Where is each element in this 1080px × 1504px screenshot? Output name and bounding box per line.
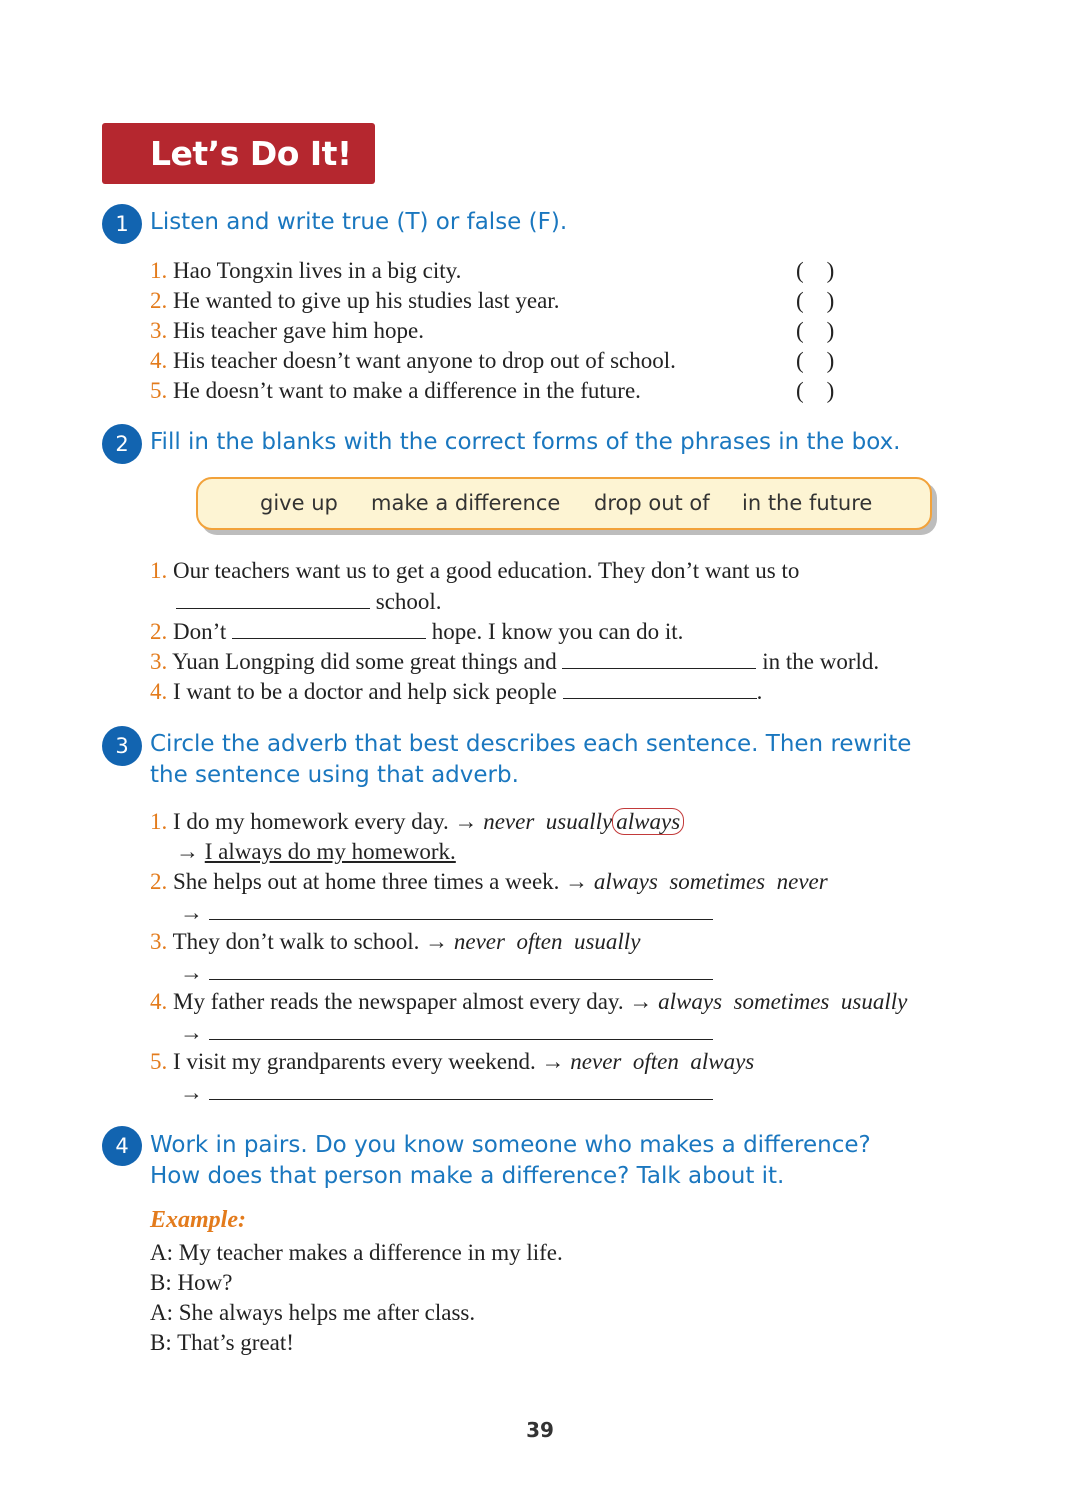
item-number: 1. [150,258,168,283]
ex2-item-2 [150,616,683,647]
ex3-answer-4 [180,1017,713,1048]
option-always[interactable]: always [690,1049,755,1074]
answer-paren-2[interactable]: ( ) [796,288,835,313]
phrase-3: drop out of [594,491,710,515]
section-heading-3-line-1: Circle the adverb that best describes each sentence. Then rewrite [150,731,912,757]
item-text: hope. I know you can do it. [431,619,684,644]
section-heading-4-line-1: Work in pairs. Do you know someone who makes a difference? [150,1132,871,1158]
item-number: 2. [150,869,168,894]
answer-line[interactable] [209,957,713,980]
arrow: → [176,839,199,864]
ex2-item-3 [150,646,879,677]
option-never[interactable]: never [483,809,535,834]
ex1-item-4 [150,346,676,376]
dialogue-line-1: A: My teacher makes a difference in my life. [150,1240,563,1265]
item-text: Our teachers want us to get a good education. They don’t want us to [173,558,800,583]
option-always[interactable]: always [593,869,658,894]
item-text: . [756,679,763,704]
item-text: He wanted to give up his studies last year. [173,288,560,313]
item-number: 5. [150,378,168,403]
ex3-answer-3 [180,957,713,988]
option-never[interactable]: never [776,869,828,894]
answer-line[interactable] [209,1017,713,1040]
option-usually[interactable]: usually [840,989,908,1014]
arrow: → [180,960,203,985]
section-number-3: 3 [102,726,142,766]
ex3-item-2 [150,867,828,897]
phrase-4: in the future [742,491,873,515]
blank-field[interactable] [563,676,757,699]
ex3-answer-2 [180,897,713,928]
section-heading-3-line-2: the sentence using that adverb. [150,762,519,788]
ex1-item-1 [150,256,461,286]
answer-paren-4[interactable]: ( ) [796,348,835,373]
option-always[interactable]: always [658,989,723,1014]
item-text: She helps out at home three times a week. → [173,869,589,894]
item-text: My father reads the newspaper almost every day. → [173,989,653,1014]
item-number: 4. [150,989,168,1014]
ex3-item-5 [150,1047,754,1077]
phrase-1: give up [260,491,338,515]
option-always-circled[interactable]: always [612,808,684,835]
item-text: He doesn’t want to make a difference in the future. [173,378,641,403]
ex3-answer-1 [176,837,456,867]
page-number: 39 [526,1418,554,1442]
example-answer: I always do my homework. [204,839,456,864]
ex3-item-4 [150,987,907,1017]
item-text: Yuan Longping did some great things and [172,649,557,674]
item-text: His teacher doesn’t want anyone to drop out of school. [173,348,676,373]
blank-field[interactable] [232,616,426,639]
option-usually[interactable]: usually [545,809,613,834]
dialogue-line-4: B: That’s great! [150,1330,294,1355]
ex1-item-2 [150,286,559,316]
blank-field[interactable] [176,586,370,609]
option-sometimes[interactable]: sometimes [669,869,766,894]
option-never[interactable]: never [570,1049,622,1074]
item-number: 2. [150,288,168,313]
ex3-item-3 [150,927,640,957]
ex3-item-1 [150,807,684,837]
item-number: 3. [150,649,168,674]
item-number: 3. [150,318,168,343]
option-sometimes[interactable]: sometimes [733,989,830,1014]
option-usually[interactable]: usually [573,929,641,954]
section-heading-1: Listen and write true (T) or false (F). [150,209,568,235]
answer-paren-3[interactable]: ( ) [796,318,835,343]
ex1-item-3 [150,316,424,346]
ex2-item-1-cont [176,586,442,617]
answer-paren-1[interactable]: ( ) [796,258,835,283]
arrow: → [180,900,203,925]
option-never[interactable]: never [453,929,505,954]
option-often[interactable]: often [632,1049,679,1074]
item-text: They don’t walk to school. → [172,929,449,954]
example-label: Example: [150,1207,246,1233]
answer-line[interactable] [209,1077,713,1100]
blank-field[interactable] [562,646,756,669]
item-text: Don’t [173,619,227,644]
item-text: I do my homework every day. → [173,809,478,834]
item-number: 3. [150,929,168,954]
item-number: 2. [150,619,168,644]
item-number: 1. [150,809,168,834]
ex2-item-4 [150,676,762,707]
ex1-item-5 [150,376,641,406]
item-text: I want to be a doctor and help sick people [173,679,557,704]
section-heading-4-line-2: How does that person make a difference? Talk about it. [150,1163,785,1189]
section-number-4: 4 [102,1126,142,1166]
ex2-item-1 [150,556,799,586]
item-number: 4. [150,348,168,373]
item-number: 1. [150,558,168,583]
item-text: His teacher gave him hope. [173,318,424,343]
item-text: I visit my grandparents every weekend. → [173,1049,565,1074]
answer-paren-5[interactable]: ( ) [796,378,835,403]
arrow: → [180,1080,203,1105]
option-often[interactable]: often [516,929,563,954]
answer-line[interactable] [209,897,713,920]
phrase-box [196,477,932,530]
ex3-answer-5 [180,1077,713,1108]
section-number-1: 1 [102,204,142,244]
section-banner: Let’s Do It! [102,123,375,184]
item-text: Hao Tongxin lives in a big city. [173,258,462,283]
phrase-2: make a difference [371,491,561,515]
arrow: → [180,1020,203,1045]
item-text: in the world. [762,649,880,674]
section-heading-2: Fill in the blanks with the correct forms of the phrases in the box. [150,429,901,455]
item-number: 4. [150,679,168,704]
dialogue-line-2: B: How? [150,1270,233,1295]
dialogue-line-3: A: She always helps me after class. [150,1300,476,1325]
item-number: 5. [150,1049,168,1074]
item-text: school. [375,589,442,614]
section-number-2: 2 [102,424,142,464]
